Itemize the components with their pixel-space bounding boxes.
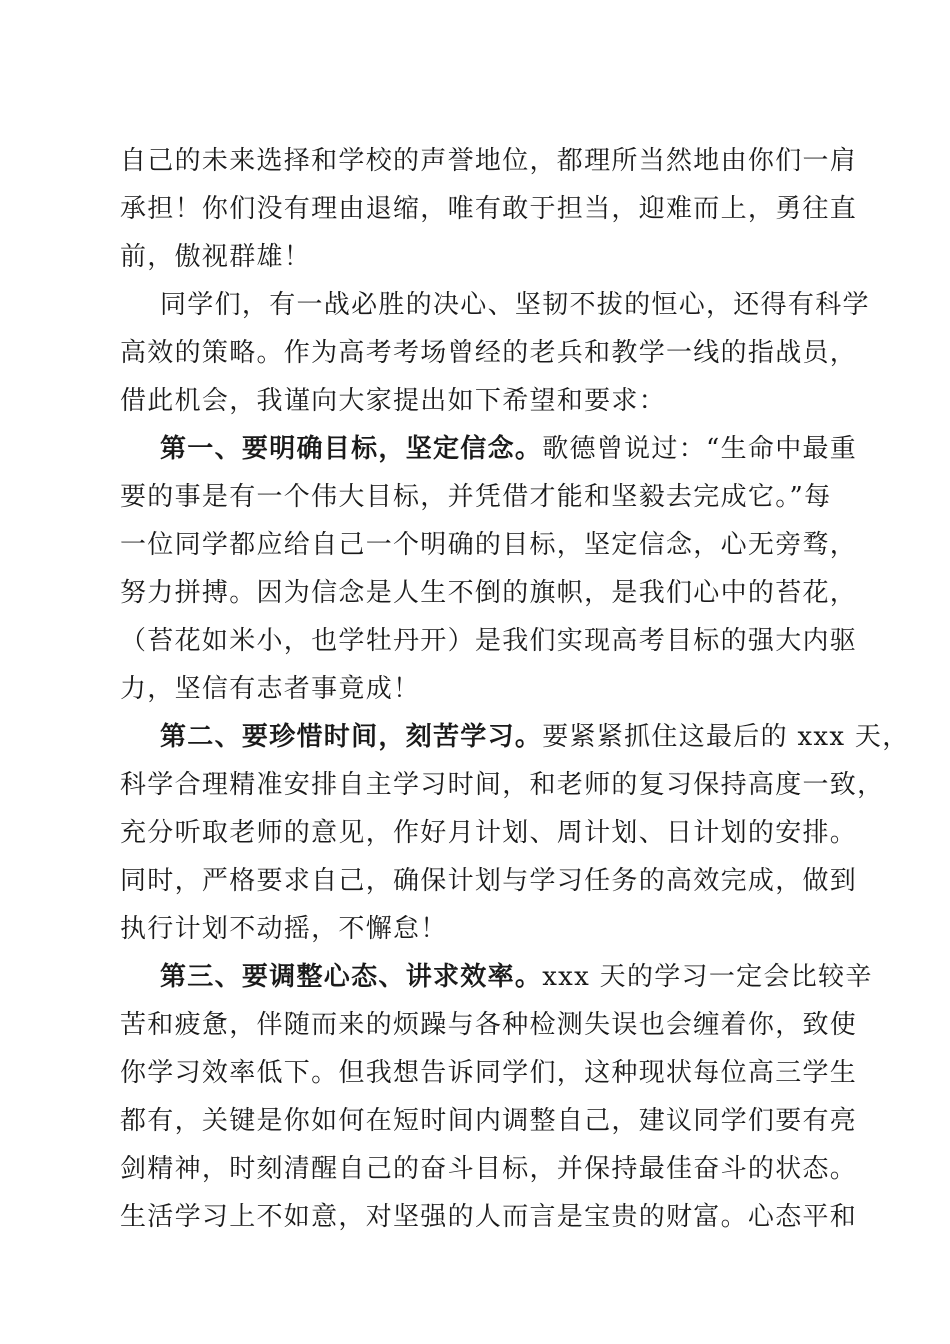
- point-one-line: [160, 432, 858, 466]
- text-line: 要的事是有一个伟大目标，并凭借才能和坚毅去完成它。”每: [120, 482, 832, 512]
- text-line: 充分听取老师的意见，作好月计划、周计划、日计划的安排。: [120, 818, 858, 848]
- point-three-heading: 第三、要调整心态、讲求效率。: [160, 962, 543, 992]
- point-two-heading: 第二、要珍惜时间，刻苦学习。: [160, 722, 543, 752]
- text-line: 你学习效率低下。但我想告诉同学们，这种现状每位高三学生: [120, 1058, 858, 1088]
- text-line: 都有，关键是你如何在短时间内调整自己，建议同学们要有亮: [120, 1106, 858, 1136]
- text-line: 一位同学都应给自己一个明确的目标，坚定信念，心无旁骛，: [120, 530, 858, 560]
- point-one-heading: 第一、要明确目标，坚定信念。: [160, 434, 543, 464]
- text-line: 科学合理精准安排自主学习时间，和老师的复习保持高度一致，: [120, 770, 885, 800]
- text-line: 力，坚信有志者事竟成！: [120, 674, 421, 704]
- text-line: 剑精神，时刻清醒自己的奋斗目标，并保持最佳奋斗的状态。: [120, 1154, 858, 1184]
- text-line: 努力拼搏。因为信念是人生不倒的旗帜，是我们心中的苔花，: [120, 578, 858, 608]
- text-line: 同时，严格要求自己，确保计划与学习任务的高效完成，做到: [120, 866, 858, 896]
- point-two-line: [160, 720, 910, 754]
- point-three-text: xxx 天的学习一定会比较辛: [542, 962, 873, 992]
- text-line: 同学们，有一战必胜的决心、坚韧不拔的恒心，还得有科学: [160, 290, 870, 320]
- text-line: 执行计划不动摇，不懈怠！: [120, 914, 448, 944]
- text-line: 苦和疲惫，伴随而来的烦躁与各种检测失误也会缠着你，致使: [120, 1010, 858, 1040]
- text-line: 前，傲视群雄！: [120, 242, 312, 272]
- point-one-text: 歌德曾说过：“生命中最重: [542, 434, 858, 464]
- point-three-line: [160, 960, 873, 994]
- text-line: 自己的未来选择和学校的声誉地位，都理所当然地由你们一肩: [120, 146, 858, 176]
- text-line: 借此机会，我谨向大家提出如下希望和要求：: [120, 386, 667, 416]
- text-line: 承担！你们没有理由退缩，唯有敢于担当，迎难而上，勇往直: [120, 194, 858, 224]
- text-line: 生活学习上不如意，对坚强的人而言是宝贵的财富。心态平和: [120, 1202, 858, 1232]
- point-two-text: 要紧紧抓住这最后的 xxx 天，: [542, 722, 910, 752]
- text-line: 高效的策略。作为高考考场曾经的老兵和教学一线的指战员，: [120, 338, 858, 368]
- text-line: （苔花如米小，也学牡丹开）是我们实现高考目标的强大内驱: [120, 626, 858, 656]
